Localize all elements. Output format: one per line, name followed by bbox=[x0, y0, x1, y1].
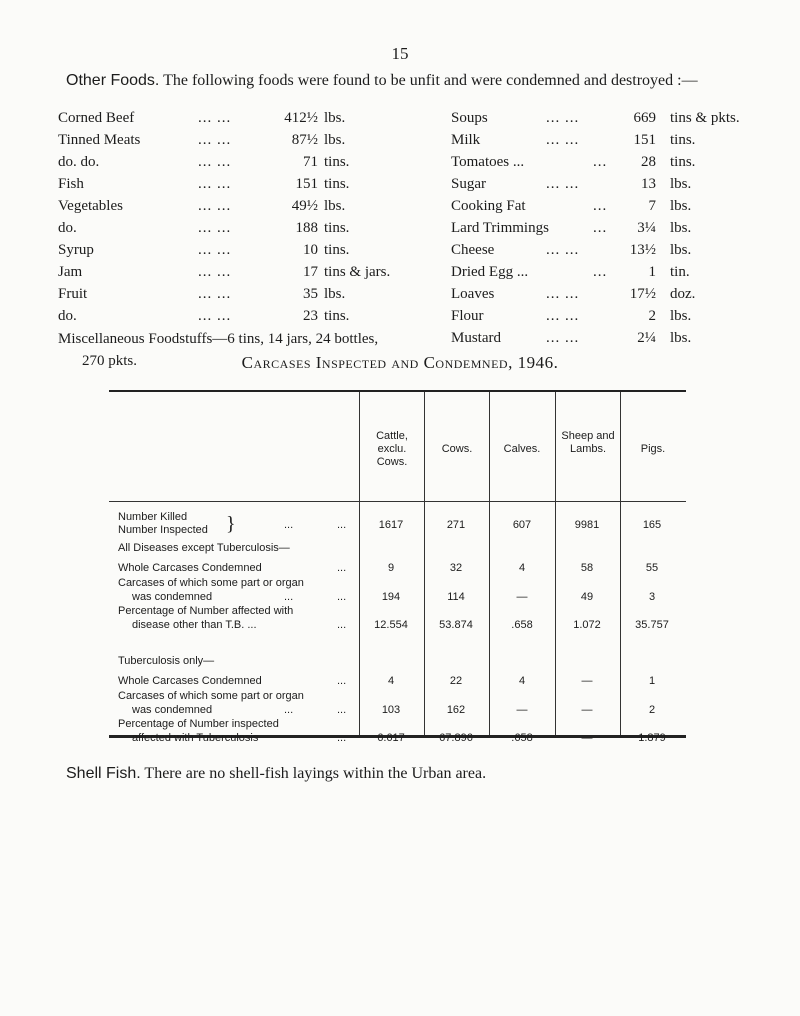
table-cell: 162 bbox=[446, 704, 466, 716]
table-cell: 6.617 bbox=[377, 732, 405, 744]
row-label: Number Inspected bbox=[118, 524, 208, 536]
food-unit: tin. bbox=[670, 264, 690, 280]
leader-dots: ... ... bbox=[198, 286, 232, 302]
table-cell: 4 bbox=[387, 675, 395, 687]
food-name: Corned Beef bbox=[58, 110, 135, 126]
leader-dots: ... bbox=[593, 198, 608, 214]
leader-dots: ... bbox=[337, 519, 347, 531]
leader-dots: ... ... bbox=[198, 198, 232, 214]
food-qty: 151 bbox=[295, 176, 318, 192]
table-cell: 12.554 bbox=[374, 619, 408, 631]
misc-foodstuffs-line2: 270 pkts. bbox=[82, 353, 138, 369]
food-qty: 412½ bbox=[284, 110, 318, 126]
table-cell: 1617 bbox=[378, 519, 404, 531]
footer-text: There are no shell-fish layings within the Urban area. bbox=[140, 765, 487, 782]
food-item-right bbox=[0, 176, 800, 198]
table-cell: 58 bbox=[580, 562, 594, 574]
food-unit: lbs. bbox=[670, 198, 692, 214]
leader-dots: ... bbox=[337, 675, 347, 687]
leader-dots: ... ... bbox=[546, 242, 580, 258]
header-cows: Cows. bbox=[441, 443, 473, 455]
col-divider bbox=[489, 392, 490, 735]
food-qty: 28 bbox=[641, 154, 656, 170]
table-cell: — bbox=[516, 704, 528, 716]
leader-dots: ... ... bbox=[546, 110, 580, 126]
food-name: Sugar bbox=[451, 176, 486, 192]
leader-dots: ... bbox=[337, 591, 347, 603]
food-name: Cooking Fat bbox=[451, 198, 526, 214]
food-unit: lbs. bbox=[670, 220, 692, 236]
table-cell: 1.072 bbox=[573, 619, 601, 631]
leader-dots: ... bbox=[284, 591, 294, 603]
table-cell: 22 bbox=[449, 675, 463, 687]
food-item-right bbox=[0, 264, 800, 286]
table-cell: 4 bbox=[518, 675, 526, 687]
leader-dots: ... ... bbox=[546, 286, 580, 302]
food-qty: 2¼ bbox=[637, 330, 656, 346]
food-qty: 1 bbox=[648, 264, 656, 280]
row-label: was condemned bbox=[132, 704, 213, 716]
food-name: Milk bbox=[451, 132, 481, 148]
table-cell: — bbox=[516, 591, 528, 603]
carcases-table bbox=[109, 390, 686, 744]
food-unit: tins & jars. bbox=[324, 264, 391, 280]
food-unit: lbs. bbox=[324, 286, 346, 302]
leader-dots: ... ... bbox=[198, 154, 232, 170]
table-cell: — bbox=[581, 704, 593, 716]
table-cell: 67.896 bbox=[439, 732, 473, 744]
table-cell: 53.874 bbox=[439, 619, 473, 631]
table-cell: 271 bbox=[446, 519, 466, 531]
food-item-right bbox=[0, 220, 800, 242]
footer-heading: Shell Fish. bbox=[66, 765, 141, 782]
col-divider bbox=[620, 392, 621, 735]
food-qty: 17½ bbox=[629, 286, 656, 302]
food-name: Syrup bbox=[58, 242, 94, 258]
leader-dots: ... ... bbox=[546, 176, 580, 192]
table-cell: — bbox=[581, 675, 593, 687]
food-name: do. do. bbox=[58, 154, 100, 170]
row-group-label: All Diseases except Tuberculosis— bbox=[118, 542, 290, 554]
food-item-right bbox=[0, 110, 800, 132]
food-name: Loaves bbox=[451, 286, 495, 302]
header-cattle: Cattle, exclu. Cows. bbox=[376, 430, 408, 468]
table-cell: 55 bbox=[645, 562, 659, 574]
food-unit: lbs. bbox=[324, 198, 346, 214]
table-cell: 103 bbox=[381, 704, 401, 716]
food-name: Flour bbox=[451, 308, 484, 324]
food-qty: 188 bbox=[295, 220, 318, 236]
leader-dots: ... ... bbox=[198, 308, 232, 324]
food-name: Lard Trimmings bbox=[451, 220, 549, 236]
food-qty: 151 bbox=[633, 132, 656, 148]
food-name: Jam bbox=[58, 264, 83, 280]
row-label: affected with Tuberculosis bbox=[132, 732, 259, 744]
food-qty: 10 bbox=[303, 242, 318, 258]
header-pigs: Pigs. bbox=[640, 443, 666, 455]
misc-foodstuffs-line1: Miscellaneous Foodstuffs—6 tins, 14 jars, 24 bottles, bbox=[58, 331, 379, 347]
col-divider bbox=[359, 392, 360, 735]
table-cell: 32 bbox=[449, 562, 463, 574]
food-name: Mustard bbox=[451, 330, 501, 346]
table-cell: .658 bbox=[511, 732, 533, 744]
table-cell: 9 bbox=[387, 562, 395, 574]
row-label: Carcases of which some part or organ bbox=[118, 577, 304, 589]
food-unit: lbs. bbox=[670, 242, 692, 258]
food-unit: tins. bbox=[324, 220, 350, 236]
food-unit: lbs. bbox=[670, 176, 692, 192]
header-sheep: Sheep and Lambs. bbox=[561, 430, 615, 455]
food-name: do. bbox=[58, 308, 77, 324]
table-cell: 1 bbox=[648, 675, 656, 687]
row-label: Number Killed bbox=[118, 511, 188, 523]
food-unit: lbs. bbox=[324, 132, 346, 148]
food-name: Dried Egg ... bbox=[451, 264, 529, 280]
row-label: Whole Carcases Condemned bbox=[118, 675, 262, 687]
page-number: 15 bbox=[391, 44, 409, 63]
leader-dots: ... ... bbox=[198, 264, 232, 280]
food-qty: 35 bbox=[303, 286, 318, 302]
table-cell: 35.757 bbox=[635, 619, 669, 631]
food-unit: tins. bbox=[670, 154, 696, 170]
food-item-right bbox=[0, 242, 800, 264]
leader-dots: ... bbox=[284, 704, 294, 716]
table-cell: — bbox=[581, 732, 593, 744]
leader-dots: ... bbox=[593, 220, 608, 236]
leader-dots: ... ... bbox=[198, 132, 232, 148]
food-name: Fish bbox=[58, 176, 84, 192]
leader-dots: ... ... bbox=[546, 308, 580, 324]
food-unit: lbs. bbox=[670, 330, 692, 346]
food-name: Cheese bbox=[451, 242, 495, 258]
food-qty: 87½ bbox=[291, 132, 318, 148]
col-divider bbox=[424, 392, 425, 735]
food-unit: doz. bbox=[670, 286, 696, 302]
leader-dots: ... bbox=[337, 562, 347, 574]
food-name: do. bbox=[58, 220, 77, 236]
leader-dots: ... ... bbox=[546, 330, 580, 346]
table-cell: 49 bbox=[580, 591, 594, 603]
food-item-right bbox=[0, 154, 800, 176]
food-qty: 13½ bbox=[629, 242, 656, 258]
row-label: disease other than T.B. ... bbox=[132, 619, 257, 631]
header-divider bbox=[109, 501, 686, 502]
row-label: Carcases of which some part or organ bbox=[118, 690, 304, 702]
brace-icon: } bbox=[226, 513, 236, 535]
table-cell: 9981 bbox=[574, 519, 600, 531]
food-unit: tins. bbox=[324, 154, 350, 170]
table-cell: 194 bbox=[381, 591, 401, 603]
row-label: Percentage of Number affected with bbox=[118, 605, 294, 617]
leader-dots: ... ... bbox=[198, 242, 232, 258]
intro-paragraph bbox=[66, 72, 698, 90]
leader-dots: ... bbox=[337, 704, 347, 716]
food-qty: 49½ bbox=[291, 198, 318, 214]
leader-dots: ... ... bbox=[546, 132, 580, 148]
footer-paragraph bbox=[66, 765, 486, 783]
food-qty: 23 bbox=[303, 308, 318, 324]
table-cell: 2 bbox=[648, 704, 656, 716]
table-cell: 4 bbox=[518, 562, 526, 574]
food-qty: 7 bbox=[648, 198, 656, 214]
table-cell: 3 bbox=[648, 591, 656, 603]
food-qty: 3¼ bbox=[637, 220, 656, 236]
food-unit: lbs. bbox=[324, 110, 346, 126]
food-unit: lbs. bbox=[670, 308, 692, 324]
food-name: Vegetables bbox=[58, 198, 123, 214]
food-qty: 2 bbox=[648, 308, 656, 324]
food-qty: 13 bbox=[641, 176, 656, 192]
col-divider bbox=[555, 392, 556, 735]
table-cell: .658 bbox=[511, 619, 533, 631]
food-unit: tins. bbox=[324, 308, 350, 324]
food-name: Soups bbox=[451, 110, 488, 126]
table-cell: 607 bbox=[512, 519, 532, 531]
section-title: Carcases Inspected and Condemned, 1946. bbox=[241, 353, 559, 372]
food-unit: tins & pkts. bbox=[670, 110, 740, 126]
food-qty: 71 bbox=[303, 154, 318, 170]
intro-text: The following foods were found to be unfit and were condemned and destroyed :— bbox=[159, 72, 698, 89]
table-cell: 165 bbox=[642, 519, 662, 531]
food-item-right bbox=[0, 132, 800, 154]
food-name: Fruit bbox=[58, 286, 88, 302]
food-item-right bbox=[0, 286, 800, 308]
row-group-label: Tuberculosis only— bbox=[118, 655, 215, 667]
leader-dots: ... bbox=[284, 519, 294, 531]
row-label: Percentage of Number inspected bbox=[118, 718, 279, 730]
row-label: Whole Carcases Condemned bbox=[118, 562, 262, 574]
table-cell: 1.879 bbox=[638, 732, 666, 744]
food-item-right bbox=[0, 308, 800, 330]
leader-dots: ... bbox=[593, 264, 608, 280]
leader-dots: ... ... bbox=[198, 176, 232, 192]
intro-heading: Other Foods. bbox=[66, 72, 160, 89]
food-unit: tins. bbox=[324, 242, 350, 258]
leader-dots: ... bbox=[337, 732, 347, 744]
food-name: Tinned Meats bbox=[58, 132, 141, 148]
row-label: was condemned bbox=[132, 591, 213, 603]
food-unit: tins. bbox=[324, 176, 350, 192]
food-name: Tomatoes ... bbox=[451, 154, 525, 170]
leader-dots: ... bbox=[593, 154, 608, 170]
food-qty: 669 bbox=[633, 110, 656, 126]
food-qty: 17 bbox=[303, 264, 318, 280]
leader-dots: ... bbox=[337, 619, 347, 631]
table-cell: 114 bbox=[447, 591, 465, 603]
leader-dots: ... ... bbox=[198, 220, 232, 236]
header-calves: Calves. bbox=[503, 443, 541, 455]
leader-dots: ... ... bbox=[198, 110, 232, 126]
food-unit: tins. bbox=[670, 132, 696, 148]
food-item-right bbox=[0, 198, 800, 220]
